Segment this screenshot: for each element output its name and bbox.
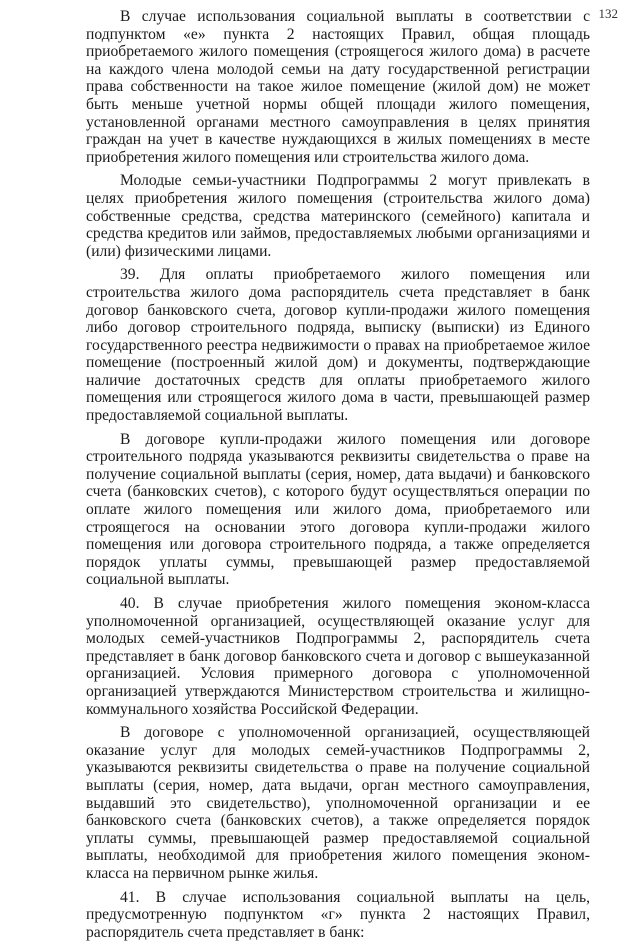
paragraph-sale-contract-details: В договоре купли-продажи жилого помещения или договоре строительного подряда указываются реквизиты свидетельства о праве на получение социальной выплаты (серия, номер, дата выдачи) и банковского счета (банковских счетов), с которого будут осуществляться операции по оплате жилого помещения или жилого дома, приобретаемого или строящегося на основании этого договора купли-продажи жилого помещения или договора строительного подряда, а также определяется порядок уплаты суммы, превышающей размер предоставляемой социальной выплаты. [86, 430, 590, 589]
page-number: 132 [598, 6, 618, 21]
paragraph-authorized-organization-contract: В договоре с уполномоченной организацией, осуществляющей оказание услуг для молодых семей-участников Подпрограммы 2, указываются реквизиты свидетельства о праве на получение социальной выплаты (серия, номер, дата выдачи, орган местного самоуправления, выдавший это свидетельство), уполномоченной организации и ее банковского счета (банковских счетов), а также определяется порядок уплаты суммы, превышающей размер предоставляемой социальной выплаты, необходимой для приобретения жилого помещения эконом-класса на первичном рынке жилья. [86, 724, 590, 882]
paragraph-additional-funds: Молодые семьи-участники Подпрограммы 2 могут привлекать в целях приобретения жилого помещения (строительства жилого дома) собственные средства, средства материнского (семейного) капитала и средства кредитов или займов, предоставляемых любыми организациями и (или) физическими лицами. [86, 172, 590, 260]
paragraph-item-40: 40. В случае приобретения жилого помещения эконом-класса уполномоченной организацией, осуществляющей оказание услуг для молодых семей-участников Подпрограммы 2, распорядитель счета представляет в банк договор банковского счета и договор с вышеуказанной организацией. Условия примерного договора с уполномоченной организацией утверждаются Министерством строительства и жилищно-коммунального хозяйства Российской Федерации. [86, 595, 590, 718]
document-body [86, 8, 590, 947]
paragraph-item-39: 39. Для оплаты приобретаемого жилого помещения или строительства жилого дома распорядитель счета представляет в банк договор банковского счета, договор купли-продажи жилого помещения либо договор строительного подряда, выписку (выписки) из Единого государственного реестра недвижимости о правах на приобретаемое жилое помещение (построенный жилой дом) и документы, подтверждающие наличие достаточных средств для оплаты приобретаемого жилого помещения или строящегося жилого дома в части, превышающей размер предоставляемой социальной выплаты. [86, 266, 590, 425]
paragraph-living-area-requirement: В случае использования социальной выплаты в соответствии с подпунктом «е» пункта 2 настоящих Правил, общая площадь приобретаемого жилого помещения (строящегося жилого дома) в расчете на каждого члена молодой семьи на дату государственной регистрации права собственности на такое жилое помещение (жилой дом) не может быть меньше учетной нормы общей площади жилого помещения, установленной органами местного самоуправления в целях принятия граждан на учет в качестве нуждающихся в жилых помещениях в месте приобретения жилого помещения или строительства жилого дома. [86, 8, 590, 166]
paragraph-item-41: 41. В случае использования социальной выплаты на цель, предусмотренную подпунктом «г» пункта 2 настоящих Правил, распорядитель счета представляет в банк: [86, 888, 590, 941]
